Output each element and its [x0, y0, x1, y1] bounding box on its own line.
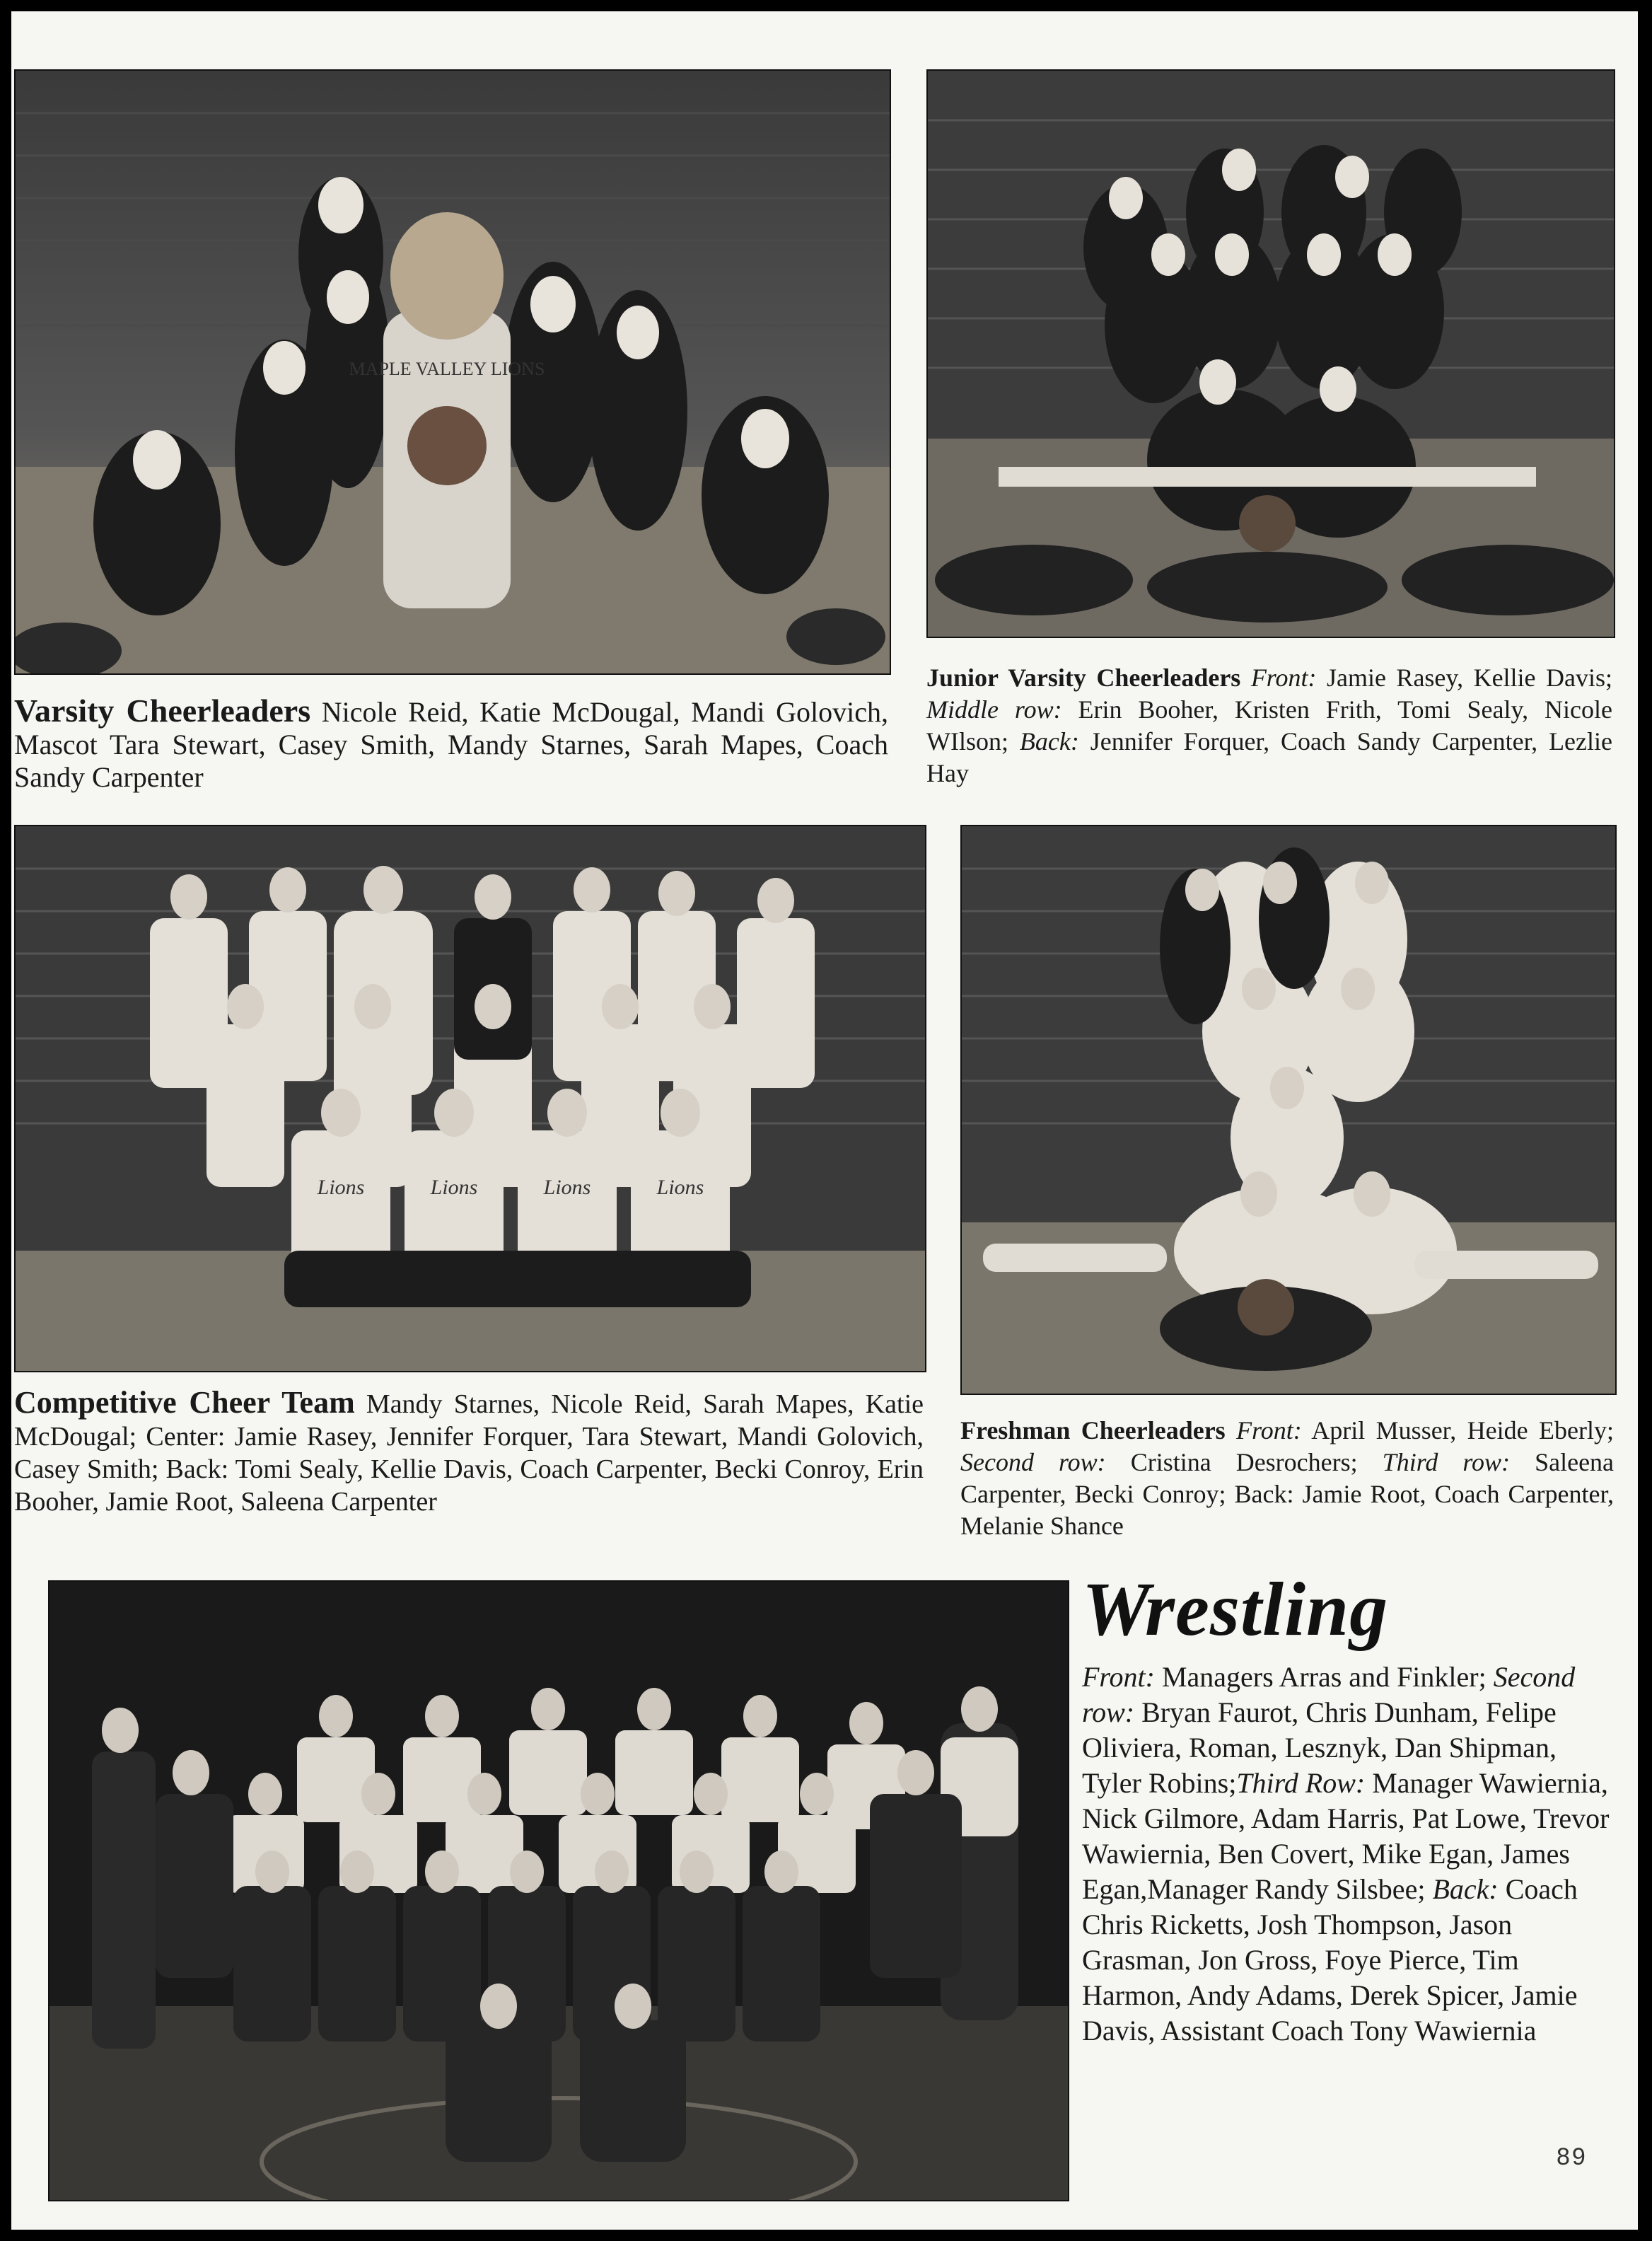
uniform-text-2: Lions	[430, 1176, 478, 1199]
mascot-shirt-text: MAPLE VALLEY LIONS	[349, 359, 545, 379]
competitive-caption-title: Competitive Cheer Team	[14, 1385, 355, 1420]
junior-varsity-cheerleaders-photo	[926, 69, 1615, 638]
wrestling-back-label: Back:	[1432, 1873, 1499, 1905]
jv-caption-title: Junior Varsity Cheerleaders	[926, 664, 1241, 692]
varsity-caption	[14, 695, 888, 794]
wrestling-roster	[1082, 1660, 1619, 2049]
junior-varsity-caption	[926, 662, 1612, 789]
jv-middle-label: Middle row:	[926, 695, 1062, 724]
wrestling-third-names: Manager Wawiernia, Nick Gilmore, Adam Harris, Pat Lowe, Trevor Wawiernia, Ben Covert, Mike Egan, James Egan,Manager Randy Silsbee;	[1082, 1767, 1610, 1905]
varsity-cheerleaders-photo	[14, 69, 891, 675]
freshman-caption-title: Freshman Cheerleaders	[960, 1416, 1226, 1444]
freshman-third-names: Saleena Carpenter, Becki Conroy; Back: Jamie Root, Coach Carpenter, Melanie Shance	[960, 1448, 1615, 1540]
wrestling-second-label: Second row:	[1082, 1661, 1576, 1728]
uniform-text-4: Lions	[656, 1176, 704, 1199]
competitive-caption-names: Mandy Starnes, Nicole Reid, Sarah Mapes, Katie McDougal; Center: Jamie Rasey, Jennifer Forquer, Tara Stewart, Mandi Golovich, Casey Smith; Back: Tomi Sealy, Kellie Davis, Coach Carpenter, Becki Conroy, Erin Booher, Jamie Root, Saleena Carpenter	[14, 1389, 924, 1517]
jv-middle-names: Erin Booher, Kristen Frith, Tomi Sealy, Nicole WIlson;	[926, 695, 1612, 755]
wrestling-front-label: Front:	[1082, 1661, 1155, 1693]
wrestling-heading: Wrestling	[1082, 1568, 1389, 1652]
varsity-caption-title: Varsity Cheerleaders	[14, 693, 311, 729]
uniform-text-3: Lions	[543, 1176, 591, 1199]
yearbook-page	[11, 11, 1638, 2230]
wrestling-team-photo	[48, 1580, 1069, 2201]
freshman-second-names: Cristina Desrochers;	[1130, 1448, 1358, 1476]
freshman-front-label: Front:	[1236, 1416, 1302, 1444]
freshman-third-label: Third row:	[1382, 1448, 1511, 1476]
competitive-cheer-team-photo	[14, 825, 926, 1372]
competitive-caption	[14, 1386, 924, 1518]
freshman-second-label: Second row:	[960, 1448, 1106, 1476]
jv-front-label: Front:	[1250, 664, 1317, 692]
wrestling-front-names: Managers Arras and Finkler;	[1161, 1661, 1487, 1693]
jv-back-names: Jennifer Forquer, Coach Sandy Carpenter, Lezlie Hay	[926, 727, 1612, 787]
freshman-front-names: April Musser, Heide Eberly;	[1311, 1416, 1615, 1444]
varsity-caption-names: Nicole Reid, Katie McDougal, Mandi Golovich, Mascot Tara Stewart, Casey Smith, Mandy Starnes, Sarah Mapes, Coach Sandy Carpenter	[14, 696, 889, 793]
uniform-text-1: Lions	[317, 1176, 365, 1199]
wrestling-back-names: Coach Chris Ricketts, Josh Thompson, Jason Grasman, Jon Gross, Foye Pierce, Tim Harmon, Andy Adams, Derek Spicer, Jamie Davis, Assistant Coach Tony Wawiernia	[1082, 1873, 1578, 2046]
wrestling-third-label: Third Row:	[1236, 1767, 1366, 1799]
freshman-cheerleaders-photo	[960, 825, 1617, 1395]
freshman-caption	[960, 1415, 1614, 1542]
jv-front-names: Jamie Rasey, Kellie Davis;	[1326, 664, 1613, 692]
page-number: 89	[1557, 2143, 1588, 2170]
wrestling-second-names: Bryan Faurot, Chris Dunham, Felipe Oliviera, Roman, Lesznyk, Dan Shipman, Tyler Robins;	[1082, 1696, 1557, 1799]
jv-back-label: Back:	[1019, 727, 1079, 755]
